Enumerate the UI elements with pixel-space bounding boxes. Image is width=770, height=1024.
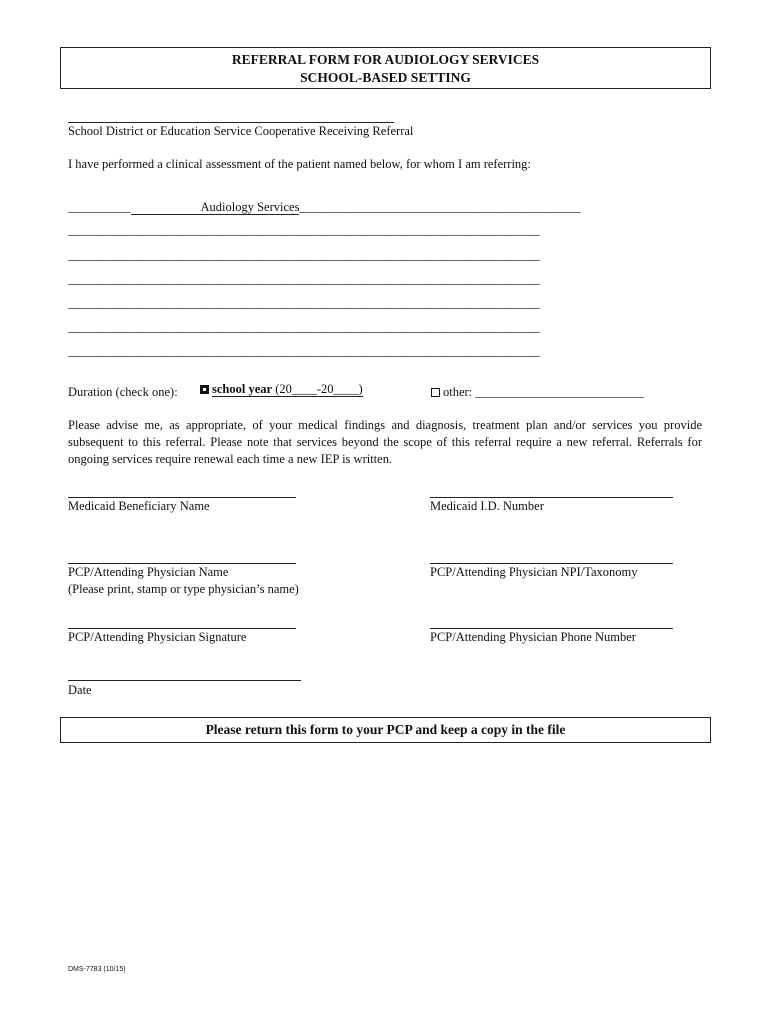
duration-label: Duration (check one): [68, 385, 178, 399]
duration-other-option[interactable] [431, 385, 644, 400]
school-year-label: school year [212, 382, 273, 396]
receiving-signature-line[interactable] [68, 122, 394, 123]
services-prefix-blank: __________ [68, 200, 131, 214]
beneficiary-name-label: Medicaid Beneficiary Name [68, 499, 210, 513]
description-line-5[interactable]: __________________________________________________________________________________ [68, 320, 540, 334]
services-suffix-blank: _____________________________________________ [299, 200, 581, 214]
physician-npi-line[interactable] [430, 563, 673, 564]
form-title: REFERRAL FORM FOR AUDIOLOGY SERVICES [231, 52, 540, 67]
school-year-range: (20____-20____) [275, 382, 363, 396]
form-code: DMS-7783 (10/15) [68, 966, 126, 973]
beneficiary-name-line[interactable] [68, 497, 296, 498]
school-year-checkbox[interactable] [200, 385, 209, 394]
date-label: Date [68, 683, 92, 697]
description-line-3[interactable]: __________________________________________________________________________________ [68, 272, 540, 286]
return-notice: Please return this form to your PCP and keep a copy in the file [205, 722, 566, 737]
physician-name-note: (Please print, stamp or type physician’s name) [68, 582, 299, 596]
description-line-4[interactable]: __________________________________________________________________________________ [68, 296, 540, 310]
other-label: other: ___________________________ [443, 385, 645, 399]
advice-paragraph: Please advise me, as appropriate, of your medical findings and diagnosis, treatment plan and/or services you provide subsequent to this referral. Please note that services beyond the scope of this referral require a new referral. Referrals for ongoing services require renewal each time a new IEP is written. [68, 418, 702, 466]
medicaid-id-line[interactable] [430, 497, 673, 498]
form-title-box [60, 47, 711, 89]
physician-npi-label: PCP/Attending Physician NPI/Taxonomy [430, 565, 638, 579]
assessment-statement: I have performed a clinical assessment of the patient named below, for whom I am referring: [68, 157, 531, 171]
physician-phone-line[interactable] [430, 628, 673, 629]
duration-school-year-option[interactable] [200, 382, 363, 397]
physician-phone-label: PCP/Attending Physician Phone Number [430, 630, 636, 644]
receiving-label: School District or Education Service Cooperative Receiving Referral [68, 124, 414, 138]
date-line[interactable] [68, 680, 301, 681]
form-subtitle: SCHOOL-BASED SETTING [300, 70, 471, 85]
return-notice-box [60, 717, 711, 743]
physician-name-label: PCP/Attending Physician Name [68, 565, 229, 579]
physician-signature-label: PCP/Attending Physician Signature [68, 630, 247, 644]
description-line-6[interactable]: __________________________________________________________________________________ [68, 344, 540, 358]
description-line-2[interactable]: __________________________________________________________________________________ [68, 248, 540, 262]
services-line[interactable] [68, 200, 581, 215]
physician-signature-line[interactable] [68, 628, 296, 629]
other-checkbox[interactable] [431, 388, 440, 397]
services-label: Audiology Services [131, 200, 300, 215]
medicaid-id-label: Medicaid I.D. Number [430, 499, 544, 513]
physician-name-line[interactable] [68, 563, 296, 564]
description-line-1[interactable]: __________________________________________________________________________________ [68, 223, 540, 237]
